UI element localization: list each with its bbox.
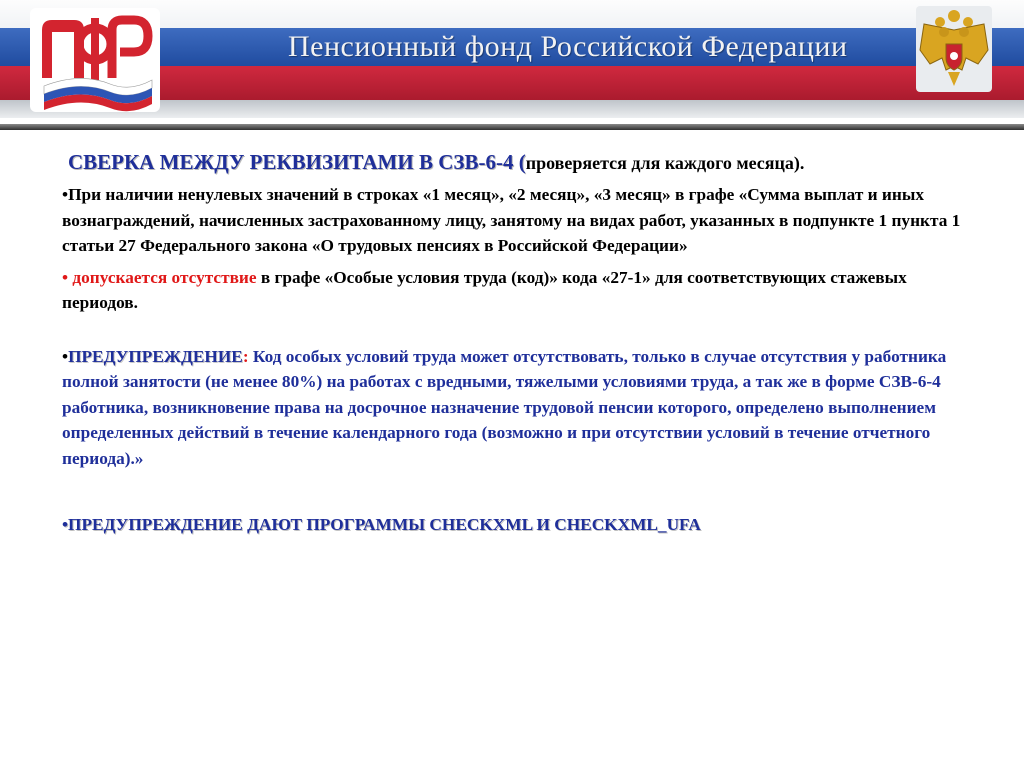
slide-title-paren-close: ). bbox=[793, 153, 805, 173]
pfr-logo-icon bbox=[30, 8, 160, 112]
slide-title-main: СВЕРКА МЕЖДУ РЕКВИЗИТАМИ В СЗВ-6-4 bbox=[68, 150, 514, 174]
bullet: • bbox=[62, 267, 73, 287]
russian-coat-of-arms-icon bbox=[916, 6, 992, 92]
slide-title-sub: проверяется для каждого месяца bbox=[525, 153, 794, 173]
slide-content bbox=[62, 150, 982, 535]
header-banner bbox=[0, 0, 1024, 118]
paragraph-warning bbox=[62, 344, 982, 472]
slide-title bbox=[68, 150, 982, 176]
bullet: • bbox=[62, 346, 69, 366]
paragraph-condition-text: При наличии ненулевых значений в строках «1 месяц», «2 месяц», «3 месяц» в графе «Сумма выплат и иных вознаграждений, начисленных застрахованному лицу, занятому на видах работ, указанных в подпункте 1 пункта 1 статьи 27 Федерального закона «О трудовых пенсиях в Российской Федерации» bbox=[62, 185, 961, 255]
paragraph-allowance bbox=[62, 265, 982, 316]
warning-colon: : bbox=[242, 346, 249, 366]
header-divider bbox=[0, 124, 1024, 130]
slide-title-paren-open: ( bbox=[513, 150, 526, 174]
paragraph-allowance-text: в графе «Особые условия труда (код)» кода «27-1» для соответствующих стажевых периодов. bbox=[62, 267, 907, 312]
final-warning-line: •ПРЕДУПРЕЖДЕНИЕ ДАЮТ ПРОГРАММЫ CHECKXML И CHECKXML_UFA bbox=[62, 515, 701, 534]
allowance-highlight: допускается отсутствие bbox=[72, 267, 257, 287]
paragraph-condition bbox=[62, 182, 982, 259]
warning-heading: ПРЕДУПРЕЖДЕНИЕ bbox=[68, 346, 243, 366]
bullet: • bbox=[62, 185, 69, 204]
banner-title: Пенсионный фонд Российской Федерации bbox=[288, 30, 848, 63]
warning-text: Код особых условий труда может отсутствовать, только в случае отсутствия у работника полной занятости (не менее 80%) на работах с вредными, тяжелыми условиями труда, а так же в форме СЗВ-6-4 работника, возникновение права на досрочное назначение трудовой пенсии которого, определено выполнением определенных действий в течение календарного года (возможно и при отсутствии условий в течение отчетного периода).» bbox=[62, 346, 947, 468]
